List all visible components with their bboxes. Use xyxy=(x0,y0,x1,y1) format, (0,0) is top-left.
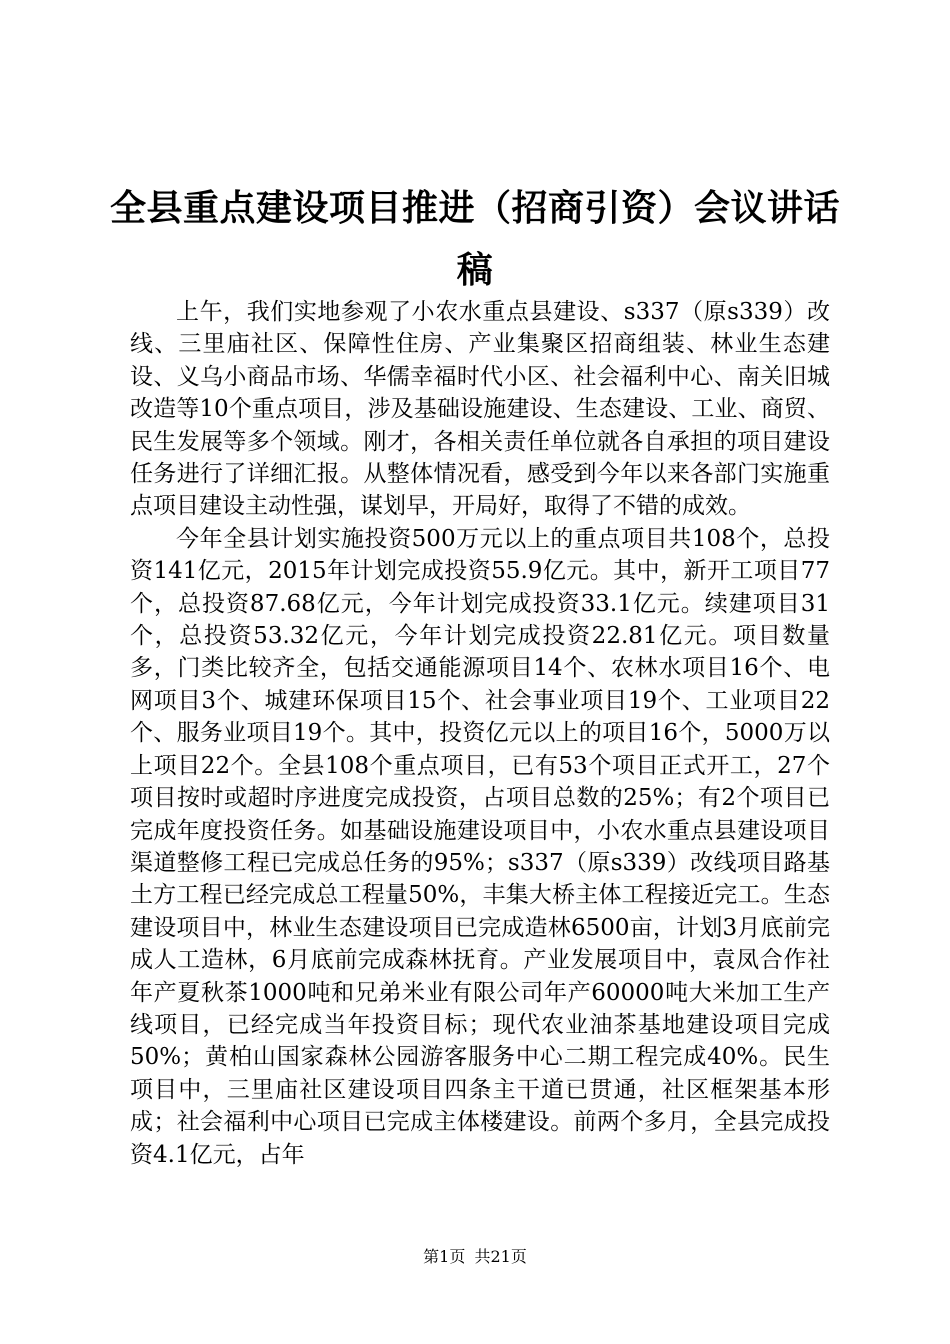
document-title: 全县重点建设项目推进（招商引资）会议讲话稿 xyxy=(110,188,841,291)
page-footer xyxy=(0,1247,950,1267)
paragraph-2: 今年全县计划实施投资500万元以上的重点项目共108个，总投资141亿元，2015年计划完成投资55.9亿元。其中，新开工项目77个，总投资87.68亿元，今年计划完成投资33.1亿元。续建项目31个，总投资53.32亿元，今年计划完成投资22.81亿元。项目数量多，门类比较齐全，包括交通能源项目14个、农林水项目16个、电网项目3个、城建环保项目15个、社会事业项目19个、工业项目22个、服务业项目19个。其中，投资亿元以上的项目16个，5000万以上项目22个。全县108个重点项目，已有53个项目正式开工，27个项目按时或超时序进度完成投资，占项目总数的25%；有2个项目已完成年度投资任务。如基础设施建设项目中，小农水重点县建设项目渠道整修工程已完成总任务的95%；s337（原s339）改线项目路基土方工程已经完成总工程量50%，丰集大桥主体工程接近完工。生态建设项目中，林业生态建设项目已完成造林6500亩，计划3月底前完成人工造林，6月底前完成森林抚育。产业发展项目中，袁凤合作社年产夏秋茶1000吨和兄弟米业有限公司年产60000吨大米加工生产线项目，已经完成当年投资目标；现代农业油茶基地建设项目完成50%；黄柏山国家森林公园游客服务中心二期工程完成40%。民生项目中，三里庙社区建设项目四条主干道已贯通，社区框架基本形成；社会福利中心项目已完成主体楼建设。前两个多月，全县完成投资4.1亿元，占年 xyxy=(130,525,830,1168)
paragraph-1: 上午，我们实地参观了小农水重点县建设、s337（原s339）改线、三里庙社区、保障性住房、产业集聚区招商组装、林业生态建设、义乌小商品市场、华儒幸福时代小区、社会福利中心、南关旧城改造等10个重点项目，涉及基础设施建设、生态建设、工业、商贸、民生发展等多个领域。刚才，各相关责任单位就各自承担的项目建设任务进行了详细汇报。从整体情况看，感受到今年以来各部门实施重点项目建设主动性强，谋划早，开局好，取得了不错的成效。 xyxy=(130,299,830,520)
page-total: 共21页 xyxy=(474,1247,527,1266)
document-body xyxy=(130,296,830,1171)
page-number: 第1页 xyxy=(423,1247,466,1266)
